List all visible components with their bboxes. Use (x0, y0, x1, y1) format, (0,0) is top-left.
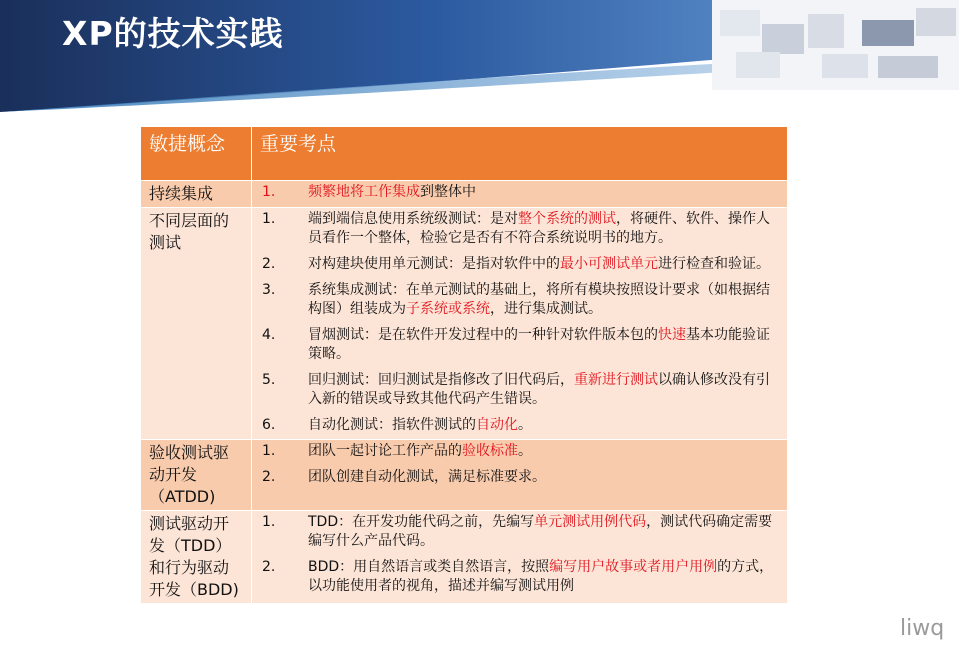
item-text (308, 183, 779, 202)
emphasis-text: 快速 (658, 327, 686, 343)
concept-cell: 持续集成 (141, 181, 252, 208)
item-text (308, 468, 779, 487)
xp-practices-table (140, 126, 788, 604)
item-text (308, 513, 779, 551)
plain-text: 自动化测试：指软件测试的 (308, 417, 476, 433)
header-concept: 敏捷概念 (141, 127, 252, 181)
key-points-cell (252, 208, 788, 440)
plain-text: 到整体中 (420, 184, 476, 200)
emphasis-text: 单元测试用例代码 (534, 514, 647, 530)
blurred-logo (712, 0, 959, 90)
emphasis-text: 整个系统的测试 (518, 211, 616, 227)
plain-text: 。 (518, 443, 532, 459)
emphasis-text: 重新进行测试 (574, 372, 658, 388)
emphasis-text: 最小可测试单元 (560, 256, 658, 272)
plain-text: BDD：用自然语言或类自然语言，按照 (308, 559, 550, 575)
item-text (308, 558, 779, 596)
item-number: 1. (262, 514, 276, 530)
plain-text: ，测试代码确定需要编写什么产品代码。 (308, 514, 773, 549)
plain-text: 对构建块使用单元测试：是指对软件中的 (308, 256, 560, 272)
item-text (308, 371, 779, 409)
plain-text: 的方式，以功能使用者的视角，描述并编写测试用例 (308, 559, 774, 594)
plain-text: ，将硬件、软件、操作人员看作一个整体，检验它是否有不符合系统说明书的地方。 (308, 211, 770, 246)
emphasis-text: 自动化 (476, 417, 518, 433)
table-row (141, 181, 788, 208)
concept-cell: 不同层面的测试 (141, 208, 252, 440)
plain-text: 端到端信息使用系统级测试：是对 (308, 211, 518, 227)
emphasis-text: 验收标准 (462, 443, 518, 459)
header-key-points: 重要考点 (252, 127, 788, 181)
table-header-row (141, 127, 788, 181)
item-number: 2. (262, 256, 276, 272)
emphasis-text: 编写用户故事或者用户用例 (549, 559, 718, 575)
table-row (141, 440, 788, 511)
plain-text: 基本功能验证策略。 (308, 327, 770, 362)
item-number: 2. (262, 469, 276, 485)
item-number: 2. (262, 559, 276, 575)
item-number: 1. (262, 443, 276, 459)
list-item (262, 371, 779, 409)
list-item (262, 558, 779, 596)
slide-title: XP的技术实践 (62, 14, 284, 53)
concept-cell: 测试驱动开发（TDD）和行为驱动开发（BDD) (141, 511, 252, 604)
plain-text: 冒烟测试：是在软件开发过程中的一种针对软件版本包的 (308, 327, 658, 343)
item-number: 1. (262, 184, 276, 200)
list-item (262, 326, 779, 364)
item-text (308, 416, 779, 435)
item-number: 1. (262, 211, 276, 227)
list-item (262, 468, 779, 487)
item-number: 4. (262, 327, 276, 343)
list-item (262, 255, 779, 274)
list-item (262, 442, 779, 461)
plain-text: TDD：在开发功能代码之前，先编写 (308, 514, 535, 530)
list-item (262, 513, 779, 551)
list-item (262, 210, 779, 248)
item-text (308, 442, 779, 461)
table-body (141, 181, 788, 604)
list-item (262, 183, 779, 202)
plain-text: 以确认修改没有引入新的错误或导致其他代码产生错误。 (308, 372, 770, 407)
key-points-cell (252, 511, 788, 604)
plain-text: 。 (518, 417, 532, 433)
item-text (308, 281, 779, 319)
list-item (262, 281, 779, 319)
key-points-cell (252, 440, 788, 511)
plain-text: 团队一起讨论工作产品的 (308, 443, 462, 459)
plain-text: ，进行集成测试。 (490, 301, 602, 317)
item-number: 3. (262, 282, 276, 298)
table-row (141, 208, 788, 440)
table-row (141, 511, 788, 604)
concept-cell: 验收测试驱动开发（ATDD) (141, 440, 252, 511)
item-number: 6. (262, 417, 276, 433)
item-text (308, 255, 779, 274)
plain-text: 团队创建自动化测试，满足标准要求。 (308, 469, 546, 485)
item-number: 5. (262, 372, 276, 388)
item-text (308, 210, 779, 248)
list-item (262, 416, 779, 435)
emphasis-text: 子系统或系统 (406, 301, 490, 317)
item-text (308, 326, 779, 364)
plain-text: 系统集成测试：在单元测试的基础上，将所有模块按照设计要求（如根据结构图）组装成为 (308, 282, 770, 317)
key-points-cell (252, 181, 788, 208)
watermark: liwq (900, 616, 945, 641)
plain-text: 回归测试：回归测试是指修改了旧代码后， (308, 372, 574, 388)
emphasis-text: 频繁地将工作集成 (308, 184, 420, 200)
plain-text: 进行检查和验证。 (658, 256, 770, 272)
